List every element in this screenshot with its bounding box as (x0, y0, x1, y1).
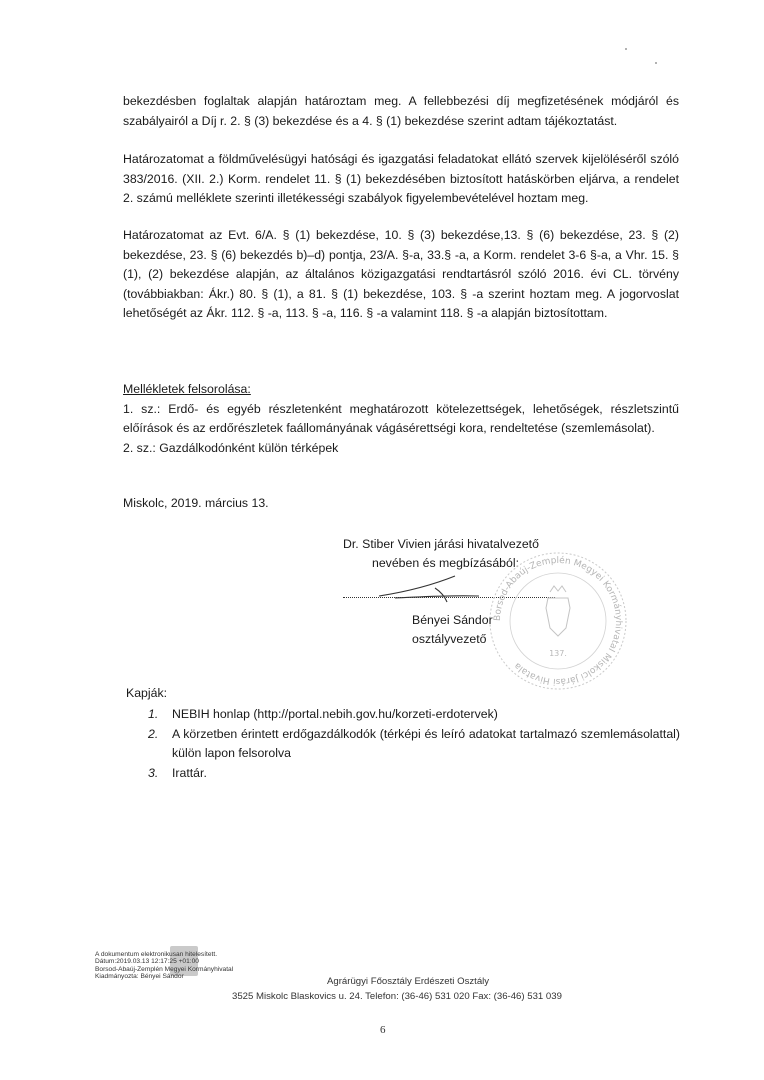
signatory-name: Bényei Sándor (412, 613, 493, 627)
stamp-ring-text: Borsod-Abaúj-Zemplén Megyei Kormányhivatal Miskolci Járási Hivatala (492, 555, 624, 687)
signatory-mandate: nevében és megbízásából: (372, 556, 519, 570)
recipients-list (148, 705, 680, 783)
page-number: 6 (380, 1024, 386, 1036)
e-signature-block (95, 951, 233, 981)
e-signature-line: Borsod-Abaúj-Zemplén Megyei Kormányhivatal (95, 965, 234, 973)
paragraph-legal-basis (123, 226, 679, 324)
paragraph-text: bekezdésben foglaltak alapján határoztam meg. A fellebbezési díj megfizetésének módjáról és szabályairól a Díj r. 2. § (3) bekezdése és a 4. § (1) bekezdése szerint adtam tájékoztatást. (123, 94, 679, 128)
recipient-number: 1. (148, 707, 159, 721)
recipient-item (148, 705, 680, 725)
official-stamp (478, 546, 638, 696)
coat-of-arms-icon (546, 598, 570, 636)
recipient-text: Irattár. (172, 765, 207, 780)
attachments-title: Mellékletek felsorolása: (123, 382, 251, 396)
e-signature-line: Dátum:2019.03.13 12:17:25 +01:00 (95, 958, 199, 966)
recipient-item (148, 764, 680, 784)
attachment-item: 1. sz.: Erdő- és egyéb részletenként meghatározott kötelezettségek, lehetőségek, részletszintű előírások és az erdőrészletek faállományának vágásérettségi kora, rendeltetése (szemlemásolat). (123, 401, 679, 436)
recipient-number: 2. (148, 726, 159, 741)
attachments-list (123, 380, 679, 458)
place-and-date: Miskolc, 2019. március 13. (123, 496, 269, 510)
e-signature-line: Kiadmányozta: Bényei Sándor (95, 973, 184, 981)
recipients-title: Kapják: (126, 686, 168, 700)
recipient-text: NEBIH honlap (http://portal.nebih.gov.hu/korzeti-erdotervek) (172, 707, 498, 721)
scan-speck (655, 62, 657, 64)
footer-contact: 3525 Miskolc Blaskovics u. 24. Telefon: (36-46) 531 020 Fax: (36-46) 531 039 (232, 991, 562, 1002)
e-signature-line: A dokumentum elektronikusan hitelesített. (95, 951, 218, 958)
stamp-number: 137. (549, 649, 567, 658)
paragraph-text: Határozatomat az Evt. 6/A. § (1) bekezdése, 10. § (3) bekezdése,13. § (6) bekezdése, 23. § (2) bekezdése, 23. § (6) bekezdés b)–d) pontja, 23/A. §-a, 33.§ -a, a Korm. rendelet 3-6 §-a, a Vhr. 15. § (1), (2) bekezdése alapján, az általános közigazgatási rendtartásról szóló 2016. évi CL. törvény (továbbiakban: Ákr.) 80. § (1), a 81. § (1) bekezdése, 103. § -a szerint hoztam meg. A jogorvoslat lehetőségét az Ákr. 112. § -a, 113. § -a, 116. § -a valamint 118. § -a alapján biztosítottam. (123, 228, 679, 321)
recipient-number: 3. (148, 765, 159, 780)
svg-text:Borsod-Abaúj-Zemplén Megyei Ko (493, 555, 623, 686)
scan-speck (625, 48, 627, 50)
attachment-item: 2. sz.: Gazdálkodónként külön térképek (123, 440, 339, 455)
signatory-office: Dr. Stiber Vivien járási hivatalvezető (343, 537, 539, 551)
handwritten-signature (375, 570, 485, 604)
footer-department: Agrárügyi Főosztály Erdészeti Osztály (327, 976, 490, 987)
signatory-role: osztályvezető (412, 632, 487, 646)
paragraph-text: Határozatomat a földművelésügyi hatósági és igazgatási feladatokat ellátó szervek kijelöléséről szóló 383/2016. (XII. 2.) Korm. rendelet 11. § (1) bekezdésében biztosított hatáskörben eljárva, a rendelet 2. számú melléklete szerinti illetékességi szabályok figyelembevételével hoztam meg. (123, 152, 679, 206)
paragraph-competence (123, 150, 679, 209)
recipient-text: A körzetben érintett erdőgazdálkodók (térképi és leíró adatokat tartalmazó szemlemásolattal) külön lapon felsorolva (172, 726, 680, 761)
paragraph-fee-info (123, 92, 679, 131)
recipient-item (148, 725, 680, 764)
